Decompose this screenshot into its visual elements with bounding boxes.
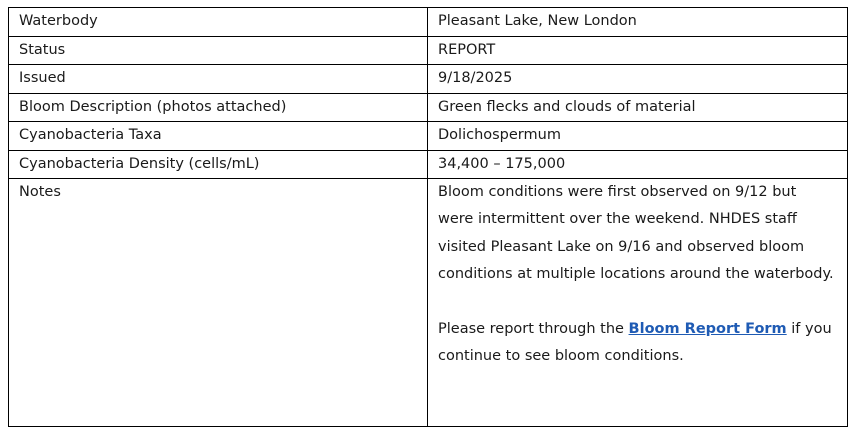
row-value: REPORT: [428, 36, 848, 65]
paragraph-spacer: [438, 289, 835, 316]
bloom-report-form-link[interactable]: Bloom Report Form: [628, 321, 787, 338]
notes-paragraph: Bloom conditions were first observed on 9/12 but were intermittent over the weekend. NHDES staff visited Pleasant Lake on 9/16 and observed bloom conditions at multiple locations around the waterbody.: [438, 184, 834, 283]
row-label: Cyanobacteria Taxa: [9, 122, 428, 151]
row-value: 9/18/2025: [428, 65, 848, 94]
row-value: Green flecks and clouds of material: [428, 93, 848, 122]
row-label: Bloom Description (photos attached): [9, 93, 428, 122]
notes-report-paragraph: [438, 316, 835, 371]
row-label: Waterbody: [9, 8, 428, 37]
notes-cell: [428, 179, 848, 427]
report-text-after: if you continue to see bloom conditions.: [438, 321, 832, 365]
report-text-before: Please report through the: [438, 321, 629, 338]
table-row-notes: [9, 179, 848, 427]
notes-label: Notes: [9, 179, 428, 427]
row-label: Cyanobacteria Density (cells/mL): [9, 150, 428, 179]
table-row-cyanobacteria-density: [9, 150, 848, 179]
row-value: Pleasant Lake, New London: [428, 8, 848, 37]
table-row-issued: [9, 65, 848, 94]
bloom-report-table: [8, 7, 848, 427]
row-label: Issued: [9, 65, 428, 94]
table-row-cyanobacteria-taxa: [9, 122, 848, 151]
table-row-bloom-description: [9, 93, 848, 122]
row-label: Status: [9, 36, 428, 65]
table-row-status: [9, 36, 848, 65]
table-row-waterbody: [9, 8, 848, 37]
row-value: 34,400 – 175,000: [428, 150, 848, 179]
row-value: Dolichospermum: [428, 122, 848, 151]
